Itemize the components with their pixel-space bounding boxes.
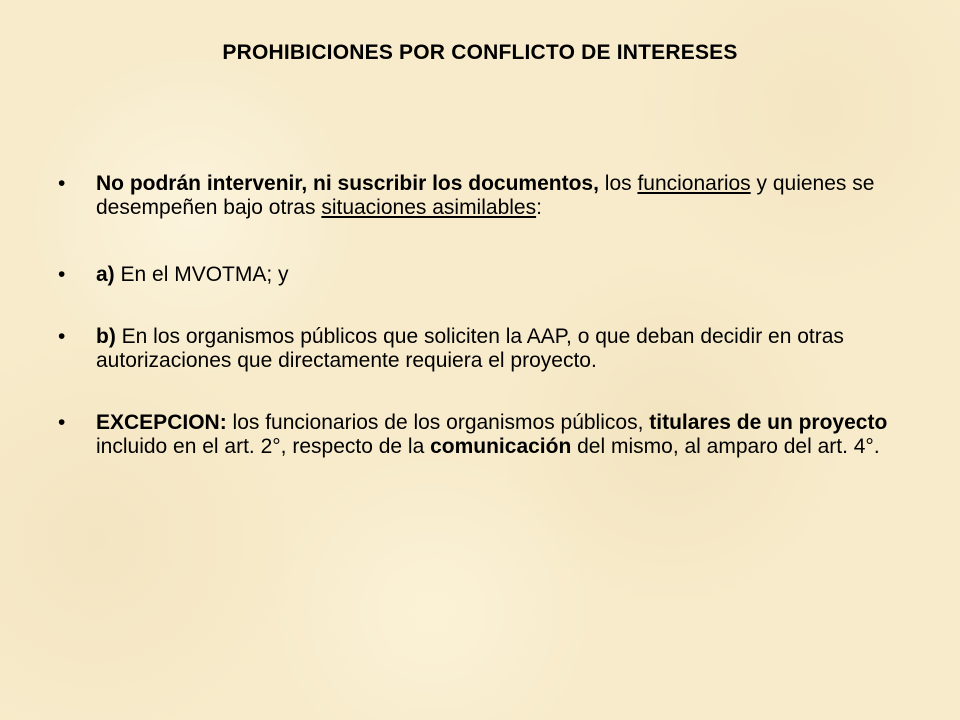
bullet-text: y quienes se desempeñen bajo otras [96, 172, 875, 219]
bullet-text: incluido en el art. 2°, respecto de la [96, 435, 431, 458]
bullet-text: En el MVOTMA; y [114, 263, 289, 286]
bullet-marker: • [58, 411, 66, 434]
bullet-text: los funcionarios de los organismos públicos, [226, 411, 650, 434]
bullet-bold-lead: a) [96, 263, 115, 286]
bold-term-comunicacion: comunicación [430, 435, 572, 458]
bullet-item-prohibition [58, 172, 918, 220]
bullet-text: del mismo, al amparo del art. 4°. [571, 435, 880, 458]
bullet-text: : [536, 196, 542, 219]
bullet-item-excepcion [58, 411, 918, 459]
underlined-term-situaciones: situaciones asimilables [321, 196, 537, 219]
underlined-term-funcionarios: funcionarios [637, 172, 751, 195]
bullet-item-a [58, 263, 918, 287]
bullet-text: los [598, 172, 638, 195]
slide-title: PROHIBICIONES POR CONFLICTO DE INTERESES [222, 41, 738, 64]
bullet-bold-lead: No podrán intervenir, ni suscribir los documentos, [96, 172, 599, 195]
bullet-bold-lead: EXCEPCION: [96, 411, 227, 434]
bullet-list [58, 172, 918, 459]
bullet-marker: • [58, 325, 66, 348]
bullet-text: En los organismos públicos que soliciten la AAP, o que deban decidir en otras autorizaciones que directamente requiera el proyecto. [96, 325, 844, 372]
bullet-marker: • [58, 263, 66, 286]
bold-term-titulares: titulares de un proyecto [649, 411, 888, 434]
bullet-marker: • [58, 172, 66, 195]
bullet-bold-lead: b) [96, 325, 116, 348]
bullet-item-b [58, 325, 918, 373]
